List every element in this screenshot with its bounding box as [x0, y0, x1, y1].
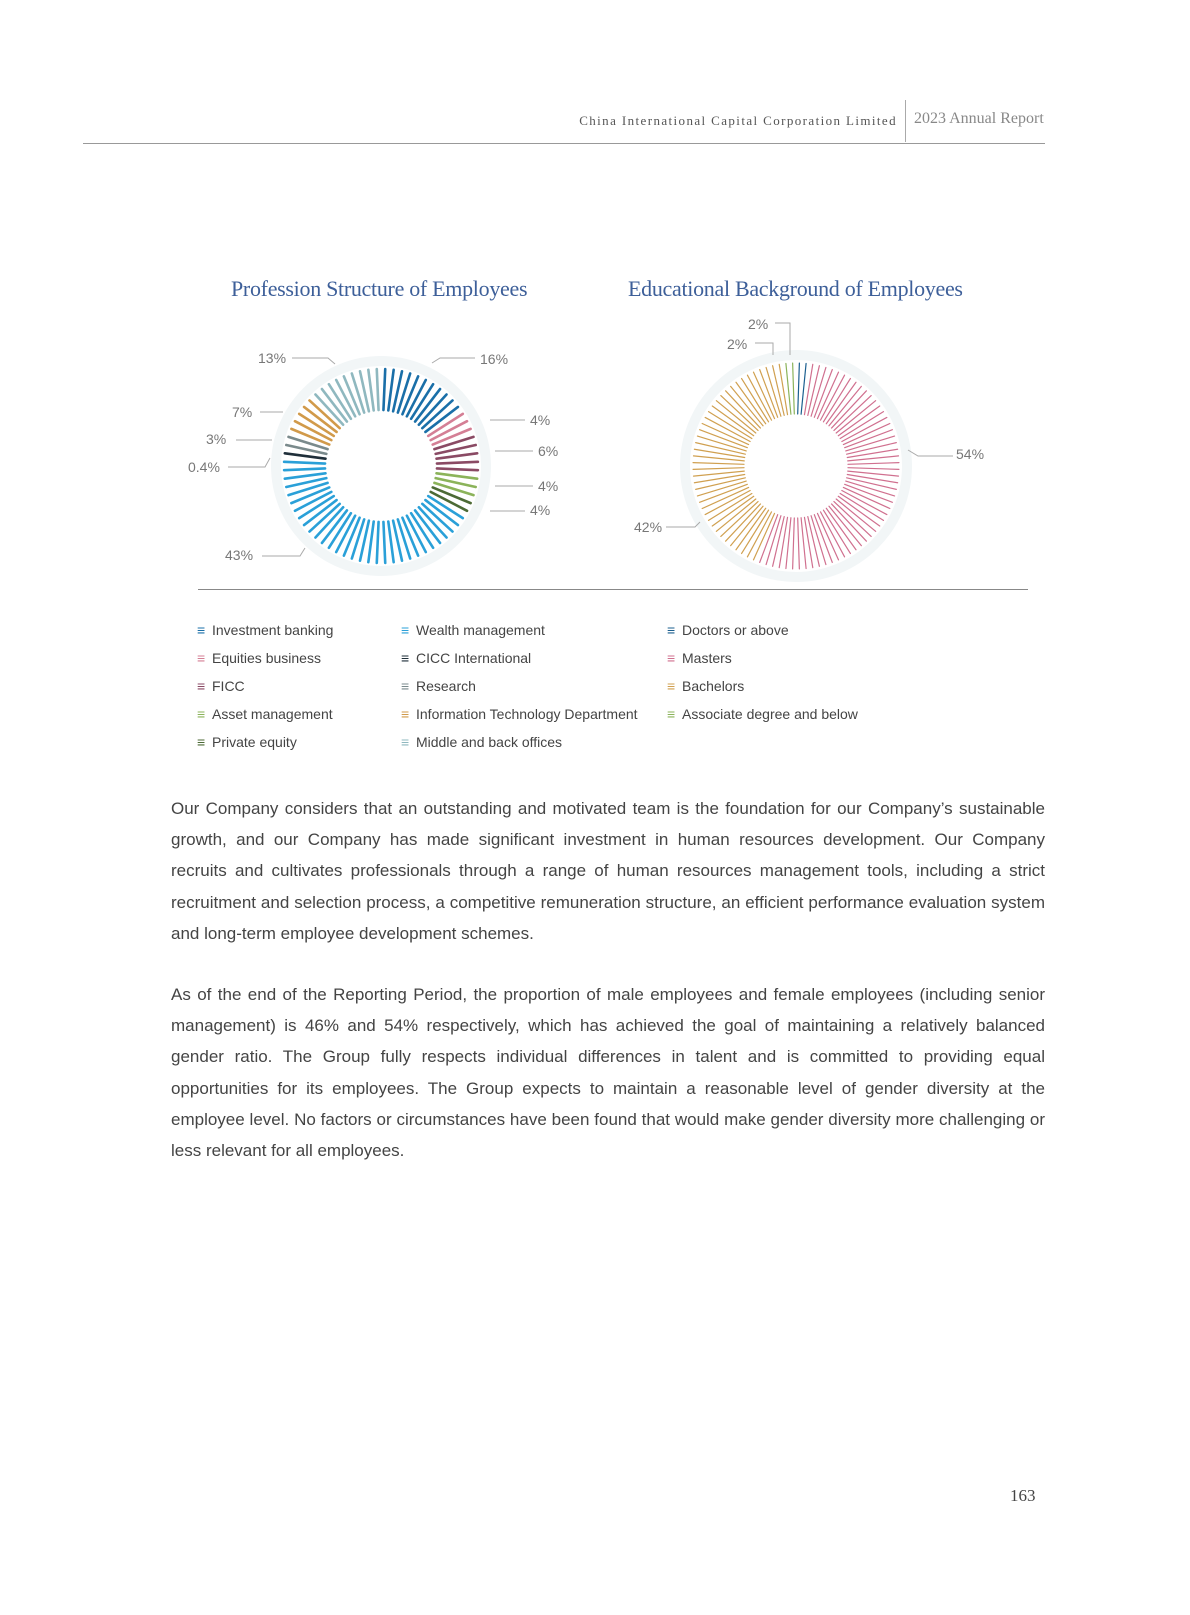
legend-label: Investment banking [212, 622, 334, 638]
paragraph-2: As of the end of the Reporting Period, the proportion of male employees and female employees (including senior management) is 46% and 54% respectively, which has achieved the goal of maintaining a relatively balanced gender ratio. The Group fully respects individual differences in talent and is committed to providing equal opportunities for its employees. The Group expects to maintain a reasonable level of gender diversity at the employee level. No factors or circumstances have been found that would make gender diversity more challenging or less relevant for all employees. [171, 985, 1045, 1161]
slice-line-ficc [437, 462, 478, 464]
legend-label: Bachelors [682, 678, 745, 694]
label-equities: 4% [530, 412, 551, 428]
slice-line-wealth-management [377, 522, 379, 563]
legend-label: Wealth management [416, 622, 545, 638]
leader-line [908, 450, 953, 456]
slice-line-wealth-management [285, 473, 326, 478]
slice-line-masters [842, 491, 887, 515]
legend-swatch-icon: ≡ [401, 622, 410, 638]
leader-line [432, 358, 475, 363]
chart-halo [276, 361, 486, 571]
legend-item [197, 706, 333, 722]
leader-line [228, 458, 270, 467]
label-middle-back: 13% [258, 350, 287, 366]
legend-item [667, 706, 858, 722]
slice-line-bachelors [705, 417, 750, 441]
slice-line-investment-banking [383, 369, 385, 410]
slice-line-bachelors [747, 375, 771, 420]
legend-item [401, 734, 562, 750]
legend-item [197, 678, 245, 694]
legend-item [667, 622, 789, 638]
slice-line-wealth-management [368, 522, 373, 563]
legend-swatch-icon: ≡ [197, 706, 206, 722]
chart-halo [685, 355, 907, 577]
slice-line-bachelors [747, 512, 771, 557]
legend-item [401, 622, 545, 638]
legend-label: Asset management [212, 706, 333, 722]
slice-line-masters [848, 468, 899, 470]
legend-swatch-icon: ≡ [667, 706, 676, 722]
slice-line-bachelors [693, 463, 744, 465]
slice-line-masters [821, 375, 845, 420]
leader-line [775, 323, 790, 355]
legend-label: Doctors or above [682, 622, 789, 638]
label-asset-management: 4% [538, 478, 559, 494]
legend-item [197, 650, 321, 666]
label-investment-banking: 16% [480, 351, 509, 367]
legend-label: Private equity [212, 734, 297, 750]
slice-line-wealth-management [383, 522, 385, 563]
legend-item [667, 678, 744, 694]
slice-line-masters [798, 518, 800, 569]
legend-swatch-icon: ≡ [667, 622, 676, 638]
legend-swatch-icon: ≡ [401, 650, 410, 666]
label-cicc-international: 0.4% [188, 459, 220, 475]
slice-line-masters [848, 463, 899, 465]
slice-line-middle-and-back-offices [368, 370, 373, 411]
label-masters: 54% [956, 446, 985, 462]
legend-swatch-icon: ≡ [197, 678, 206, 694]
leader-line [292, 358, 335, 364]
paragraph-1: Our Company considers that an outstanding and motivated team is the foundation for our Company’s sustainable growth, and our Company has made significant investment in human resources development. Our Company recruits and cultivates professionals through a range of human resources management tools, including a strict recruitment and selection process, a competitive remuneration structure, an efficient performance evaluation system and long-term employee development schemes. [171, 799, 1045, 943]
label-private-equity: 4% [530, 502, 551, 518]
legend-item [401, 678, 476, 694]
label-research: 3% [206, 431, 227, 447]
label-doctors: 2% [748, 316, 769, 332]
legend-label: Information Technology Department [416, 706, 638, 722]
legend-label: Masters [682, 650, 732, 666]
legend-label: Middle and back offices [416, 734, 563, 750]
legend-swatch-icon: ≡ [197, 650, 206, 666]
legend-label: CICC International [416, 650, 532, 666]
header-report: 2023 Annual Report [914, 110, 1044, 127]
slice-line-associate-degree-and-below [793, 363, 795, 414]
legend-item [197, 622, 333, 638]
label-associate: 2% [727, 336, 748, 352]
legend-swatch-icon: ≡ [667, 678, 676, 694]
page-number: 163 [1010, 1486, 1036, 1505]
slice-line-doctors-or-above [798, 363, 800, 414]
legend-label: Equities business [212, 650, 321, 666]
legend-item [197, 734, 297, 750]
slice-line-ficc [437, 468, 478, 470]
legend-swatch-icon: ≡ [401, 678, 410, 694]
slice-line-wealth-management [388, 522, 393, 563]
legend-item [667, 650, 732, 666]
legend-swatch-icon: ≡ [401, 706, 410, 722]
legend-item [401, 650, 531, 666]
label-bachelors: 42% [634, 519, 663, 535]
legend-label: FICC [212, 678, 245, 694]
legend-swatch-icon: ≡ [197, 734, 206, 750]
legend-swatch-icon: ≡ [197, 622, 206, 638]
slice-line-wealth-management [284, 462, 325, 464]
leader-line [262, 548, 305, 556]
slice-line-wealth-management [284, 468, 325, 470]
education-chart-title: Educational Background of Employees [628, 276, 963, 301]
slice-line-investment-banking [388, 370, 393, 411]
slice-line-bachelors [693, 468, 744, 470]
header-company: China International Capital Corporation Limited [579, 113, 897, 128]
legend-swatch-icon: ≡ [401, 734, 410, 750]
slice-line-masters [842, 417, 887, 441]
legend-label: Research [416, 678, 476, 694]
slice-line-asset-management [437, 473, 478, 478]
label-ficc: 6% [538, 443, 559, 459]
label-it: 7% [232, 404, 253, 420]
legend-divider [198, 589, 1028, 590]
legend-swatch-icon: ≡ [667, 650, 676, 666]
legend-item [401, 706, 638, 722]
slice-line-middle-and-back-offices [377, 369, 379, 410]
slice-line-cicc-international [285, 453, 326, 458]
slice-line-ficc [437, 453, 478, 458]
slice-line-masters [793, 518, 795, 569]
profession-chart-title: Profession Structure of Employees [231, 276, 528, 301]
slice-line-bachelors [705, 491, 750, 515]
charts-canvas [0, 0, 1190, 600]
slice-line-masters [821, 512, 845, 557]
legend-label: Associate degree and below [682, 706, 858, 722]
label-wealth-management: 43% [225, 547, 254, 563]
